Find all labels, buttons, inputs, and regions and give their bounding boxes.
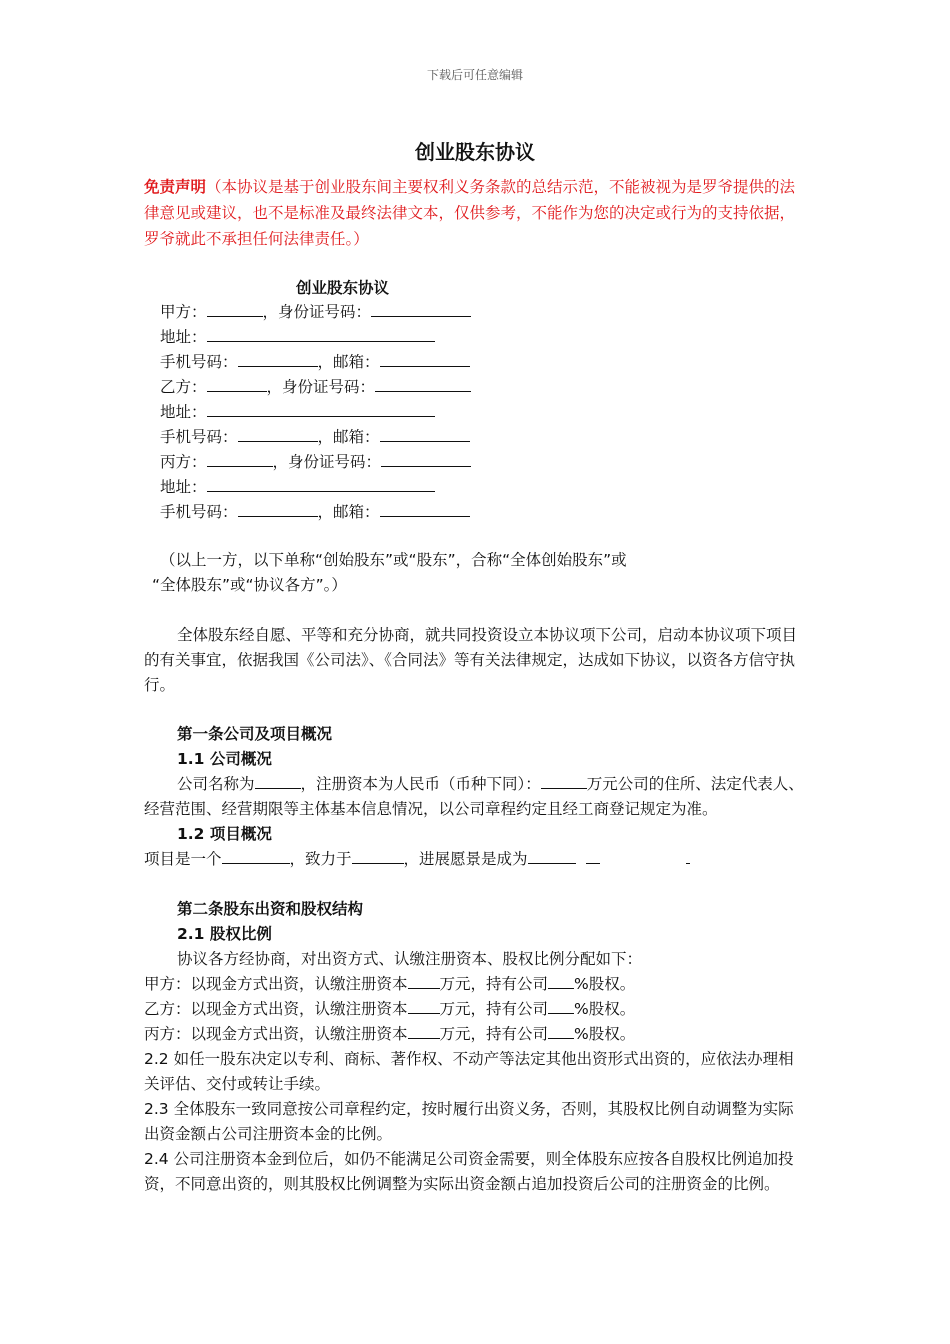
goal-blank bbox=[352, 849, 404, 864]
email-blank bbox=[380, 502, 470, 517]
text-fragment: 乙方：以现金方式出资，认缴注册资本 bbox=[144, 1000, 408, 1018]
phone-blank bbox=[238, 427, 318, 442]
text-fragment: 万元，持有公司 bbox=[439, 1025, 549, 1043]
phone-label: 手机号码： bbox=[160, 428, 238, 446]
phone-label: 手机号码： bbox=[160, 353, 238, 371]
section-heading: 1.1 公司概况 bbox=[177, 750, 272, 768]
text-fragment: 项目是一个 bbox=[144, 850, 222, 868]
text-fragment: 丙方：以现金方式出资，认缴注册资本 bbox=[144, 1025, 408, 1043]
text-fragment: 万元公司的住所、法定代表人、经营范围、经营期限等主体基本信息情况，以公司章程约定且经工商登记规定为准。 bbox=[144, 775, 804, 818]
project-blank bbox=[222, 849, 290, 864]
text-fragment: ，注册资本为人民币（币种下同）： bbox=[300, 775, 541, 793]
clause-2-4: 2.4 公司注册资本金到位后，如仍不能满足公司资金需要，则全体股东应按各自股权比例追加投资，不同意出资的，则其股权比例调整为实际出资金额占追加投资后公司的注册资金的比例。 bbox=[144, 1150, 794, 1193]
article-2 bbox=[144, 897, 809, 1197]
equity-row-b bbox=[144, 997, 809, 1022]
clause-2-2: 2.2 如任一股东决定以专利、商标、著作权、不动产等法定其他出资形式出资的，应依法办理相关评估、交付或转让手续。 bbox=[144, 1050, 794, 1093]
equity-row-a bbox=[144, 972, 809, 997]
id-label: ，身份证号码： bbox=[262, 303, 372, 321]
id-blank bbox=[381, 452, 471, 467]
party-b-address-line bbox=[160, 400, 471, 425]
page-header: 下载后可任意编辑 bbox=[426, 68, 523, 82]
party-a-contact-line bbox=[160, 350, 471, 375]
equity-intro: 协议各方经协商，对出资方式、认缴注册资本、股权比例分配如下： bbox=[177, 950, 643, 968]
agreement-subtitle: 创业股东协议 bbox=[296, 279, 390, 297]
text-fragment: %股权。 bbox=[574, 975, 636, 993]
text-fragment: 甲方：以现金方式出资，认缴注册资本 bbox=[144, 975, 408, 993]
address-label: 地址： bbox=[160, 403, 207, 421]
email-label: ，邮箱： bbox=[317, 428, 380, 446]
party-label: 乙方： bbox=[160, 378, 207, 396]
vision-blank-extra bbox=[586, 849, 600, 864]
text-fragment: %股权。 bbox=[574, 1025, 636, 1043]
party-a-line bbox=[160, 300, 471, 325]
naming-note-line: “全体股东”或“协议各方”。） bbox=[152, 576, 347, 594]
capital-blank bbox=[408, 999, 440, 1014]
naming-note bbox=[152, 548, 800, 598]
section-heading: 1.2 项目概况 bbox=[177, 825, 272, 843]
party-b-contact-line bbox=[160, 425, 471, 450]
text-fragment: ，进展愿景是成为 bbox=[403, 850, 528, 868]
capital-blank bbox=[408, 1024, 440, 1039]
disclaimer-text: （本协议是基于创业股东间主要权利义务条款的总结示范，不能被视为是罗爷提供的法律意见或建议，也不是标准及最终法律文本，仅供参考，不能作为您的决定或行为的支持依据，罗爷就此不承担任何法律责任。） bbox=[144, 178, 796, 248]
intro-paragraph: 全体股东经自愿、平等和充分协商，就共同投资设立本协议项下公司，启动本协议项下项目的有关事宜，依据我国《公司法》、《合同法》等有关法律规定，达成如下协议，以资各方信守执行。 bbox=[144, 626, 798, 694]
party-label: 丙方： bbox=[160, 453, 207, 471]
clause-2-3: 2.3 全体股东一致同意按公司章程约定，按时履行出资义务，否则，其股权比例自动调整为实际出资金额占公司注册资本金的比例。 bbox=[144, 1100, 794, 1143]
project-overview-text bbox=[144, 847, 809, 872]
naming-note-line: （以上一方，以下单称“创始股东”或“股东”，合称“全体创始股东”或 bbox=[160, 551, 627, 569]
id-label: ，身份证号码： bbox=[272, 453, 382, 471]
equity-row-c bbox=[144, 1022, 809, 1047]
vision-blank-extra bbox=[686, 849, 690, 864]
name-blank bbox=[207, 377, 267, 392]
address-blank bbox=[207, 402, 435, 417]
article-heading: 第二条股东出资和股权结构 bbox=[177, 900, 364, 918]
capital-blank bbox=[408, 974, 440, 989]
text-fragment: 万元，持有公司 bbox=[439, 1000, 549, 1018]
capital-blank bbox=[541, 774, 587, 789]
email-label: ，邮箱： bbox=[317, 353, 380, 371]
section-heading: 2.1 股权比例 bbox=[177, 925, 272, 943]
vision-blank bbox=[528, 849, 576, 864]
text-fragment: %股权。 bbox=[574, 1000, 636, 1018]
percent-blank bbox=[548, 974, 574, 989]
text-fragment: 万元，持有公司 bbox=[439, 975, 549, 993]
name-blank bbox=[207, 302, 263, 317]
text-fragment: ，致力于 bbox=[289, 850, 352, 868]
party-a-address-line bbox=[160, 325, 471, 350]
phone-label: 手机号码： bbox=[160, 503, 238, 521]
email-label: ，邮箱： bbox=[317, 503, 380, 521]
disclaimer bbox=[144, 174, 809, 252]
article-1 bbox=[144, 722, 809, 872]
id-blank bbox=[375, 377, 471, 392]
company-name-blank bbox=[255, 774, 301, 789]
percent-blank bbox=[548, 1024, 574, 1039]
company-overview-text bbox=[144, 772, 809, 822]
name-blank bbox=[207, 452, 273, 467]
party-c-address-line bbox=[160, 475, 471, 500]
phone-blank bbox=[238, 502, 318, 517]
article-heading: 第一条公司及项目概况 bbox=[177, 725, 333, 743]
address-blank bbox=[207, 327, 435, 342]
email-blank bbox=[380, 427, 470, 442]
party-info-block bbox=[160, 300, 471, 525]
email-blank bbox=[380, 352, 470, 367]
id-label: ，身份证号码： bbox=[266, 378, 376, 396]
document-title: 创业股东协议 bbox=[415, 140, 535, 164]
party-b-line bbox=[160, 375, 471, 400]
address-blank bbox=[207, 477, 435, 492]
disclaimer-label: 免责声明 bbox=[144, 178, 207, 196]
party-c-contact-line bbox=[160, 500, 471, 525]
phone-blank bbox=[238, 352, 318, 367]
address-label: 地址： bbox=[160, 478, 207, 496]
party-c-line bbox=[160, 450, 471, 475]
percent-blank bbox=[548, 999, 574, 1014]
address-label: 地址： bbox=[160, 328, 207, 346]
text-fragment: 公司名称为 bbox=[177, 775, 255, 793]
party-label: 甲方： bbox=[160, 303, 207, 321]
id-blank bbox=[371, 302, 471, 317]
